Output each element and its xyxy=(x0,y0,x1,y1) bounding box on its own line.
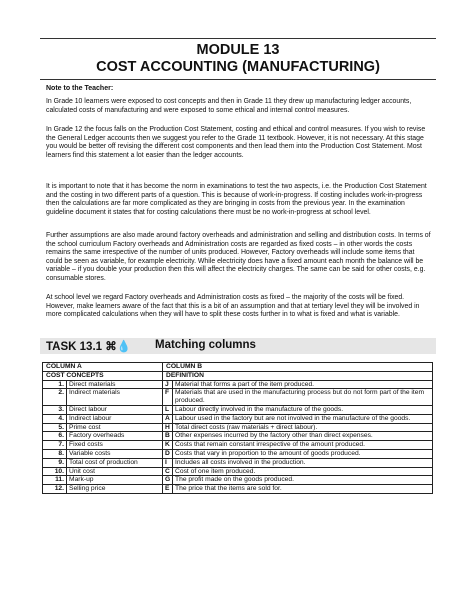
table-row xyxy=(43,389,433,406)
definition-text: Other expenses incurred by the factory other than direct expenses. xyxy=(173,432,433,441)
cost-concept: Direct materials xyxy=(67,380,163,389)
definition-letter: A xyxy=(163,414,173,423)
table-row xyxy=(43,432,433,441)
row-number: 5. xyxy=(43,423,67,432)
paragraph-5: At school level we regard Factory overheads and Administration costs as fixed – the majority of the costs will be fixed. However, make learners aware of the fact that this is a bit of an assumption and that at tertiary level they will be involved in more complicated calculations when they will have to split these costs further in to what is fixed and what is variable. xyxy=(46,294,420,319)
cost-concept: Indirect materials xyxy=(67,389,163,406)
cost-concept: Factory overheads xyxy=(67,432,163,441)
row-number: 10. xyxy=(43,467,67,476)
cost-concept: Total cost of production xyxy=(67,458,163,467)
definition-text: Materials that are used in the manufacturing process but do not form part of the item produced. xyxy=(173,389,433,406)
task-title: TASK 13.1 ⌘💧 xyxy=(46,341,132,353)
table-row xyxy=(43,458,433,467)
definition-text: The profit made on the goods produced. xyxy=(173,476,433,485)
table-row xyxy=(43,467,433,476)
table-row xyxy=(43,423,433,432)
definition-letter: D xyxy=(163,449,173,458)
table-row xyxy=(43,485,433,494)
definition-letter: F xyxy=(163,389,173,406)
table-subheader-row xyxy=(43,371,433,380)
definition-letter: B xyxy=(163,432,173,441)
paragraph-2: In Grade 12 the focus falls on the Production Cost Statement, costing and ethical and control measures. If you wish to revise the General Ledger accounts then we suggest you refer to the Grade 11 textbook. However, it is not necessary. At this stage you would be better off revising the different cost components and then lead them into the Production Cost Statement. Most learners find this statement a lot easier than the ledger accounts. xyxy=(46,126,426,159)
table-row xyxy=(43,441,433,450)
row-number: 1. xyxy=(43,380,67,389)
cost-concept: Fixed costs xyxy=(67,441,163,450)
cost-concept: Mark-up xyxy=(67,476,163,485)
row-number: 9. xyxy=(43,458,67,467)
cost-concept: Unit cost xyxy=(67,467,163,476)
definition-letter: L xyxy=(163,405,173,414)
cost-concept: Selling price xyxy=(67,485,163,494)
cost-concept: Direct labour xyxy=(67,405,163,414)
table-row xyxy=(43,380,433,389)
definition-text: Material that forms a part of the item produced. xyxy=(173,380,433,389)
definition-text: The price that the items are sold for. xyxy=(173,485,433,494)
table-row xyxy=(43,449,433,458)
definition-text: Costs that vary in proportion to the amount of goods produced. xyxy=(173,449,433,458)
definition-letter: I xyxy=(163,458,173,467)
row-number: 8. xyxy=(43,449,67,458)
definition-text: Labour directly involved in the manufacture of the goods. xyxy=(173,405,433,414)
task-heading-bar xyxy=(40,338,436,354)
row-number: 3. xyxy=(43,405,67,414)
table-row xyxy=(43,414,433,423)
module-title: COST ACCOUNTING (MANUFACTURING) xyxy=(96,59,380,75)
note-heading: Note to the Teacher: xyxy=(46,85,114,92)
module-header xyxy=(40,38,436,80)
cost-concepts-header: COST CONCEPTS xyxy=(43,371,163,380)
table-body xyxy=(43,380,433,493)
cost-concept: Indirect labour xyxy=(67,414,163,423)
paragraph-4: Further assumptions are also made around factory overheads and administration and selling and distribution costs. In terms of the school curriculum Factory overheads and Administration costs are regarded as fixed costs – in other words the costs remains the same irrespective of the number of units produced. However, Factory overheads will include some items that could be seen as variable, for example electricity. While electricity does have a fixed amount each month the balance will be variable – if you double your production then this will affect the electricity charges. The same can be said for other costs, e.g. consumable stores. xyxy=(46,232,431,282)
row-number: 11. xyxy=(43,476,67,485)
column-a-header: COLUMN A xyxy=(43,363,163,372)
definition-letter: C xyxy=(163,467,173,476)
definition-letter: G xyxy=(163,476,173,485)
definition-text: Costs that remain constant irrespective of the amount produced. xyxy=(173,441,433,450)
definition-text: Total direct costs (raw materials + direct labour). xyxy=(173,423,433,432)
table-header-row xyxy=(43,363,433,372)
row-number: 6. xyxy=(43,432,67,441)
table-row xyxy=(43,405,433,414)
row-number: 2. xyxy=(43,389,67,406)
row-number: 4. xyxy=(43,414,67,423)
module-number: MODULE 13 xyxy=(196,42,280,58)
paragraph-1: In Grade 10 learners were exposed to cost concepts and then in Grade 11 they drew up manufacturing ledger accounts, calculated costs of manufacturing and were exposed to some ethical and internal control measures. xyxy=(46,98,412,114)
task-subtitle: Matching columns xyxy=(155,339,256,351)
matching-table xyxy=(42,362,433,494)
definition-text: Includes all costs involved in the production. xyxy=(173,458,433,467)
column-b-header: COLUMN B xyxy=(163,363,433,372)
definition-header: DEFINITION xyxy=(163,371,433,380)
definition-text: Cost of one item produced. xyxy=(173,467,433,476)
cost-concept: Prime cost xyxy=(67,423,163,432)
definition-letter: J xyxy=(163,380,173,389)
paragraph-3: It is important to note that it has become the norm in examinations to test the two aspects, i.e. the Production Cost Statement and the costing in two different parts of a question. This is because of work-in-progress. If costing includes work-in-progress then the calculations are far more complicated as they are bringing in costs from the previous year. In the examination guideline document it states that for costing calculations there must be no work-in-progress at school level. xyxy=(46,183,427,216)
definition-letter: E xyxy=(163,485,173,494)
cost-concept: Variable costs xyxy=(67,449,163,458)
definition-letter: H xyxy=(163,423,173,432)
row-number: 12. xyxy=(43,485,67,494)
row-number: 7. xyxy=(43,441,67,450)
definition-letter: K xyxy=(163,441,173,450)
table-row xyxy=(43,476,433,485)
definition-text: Labour used in the factory but are not involved in the manufacture of the goods. xyxy=(173,414,433,423)
